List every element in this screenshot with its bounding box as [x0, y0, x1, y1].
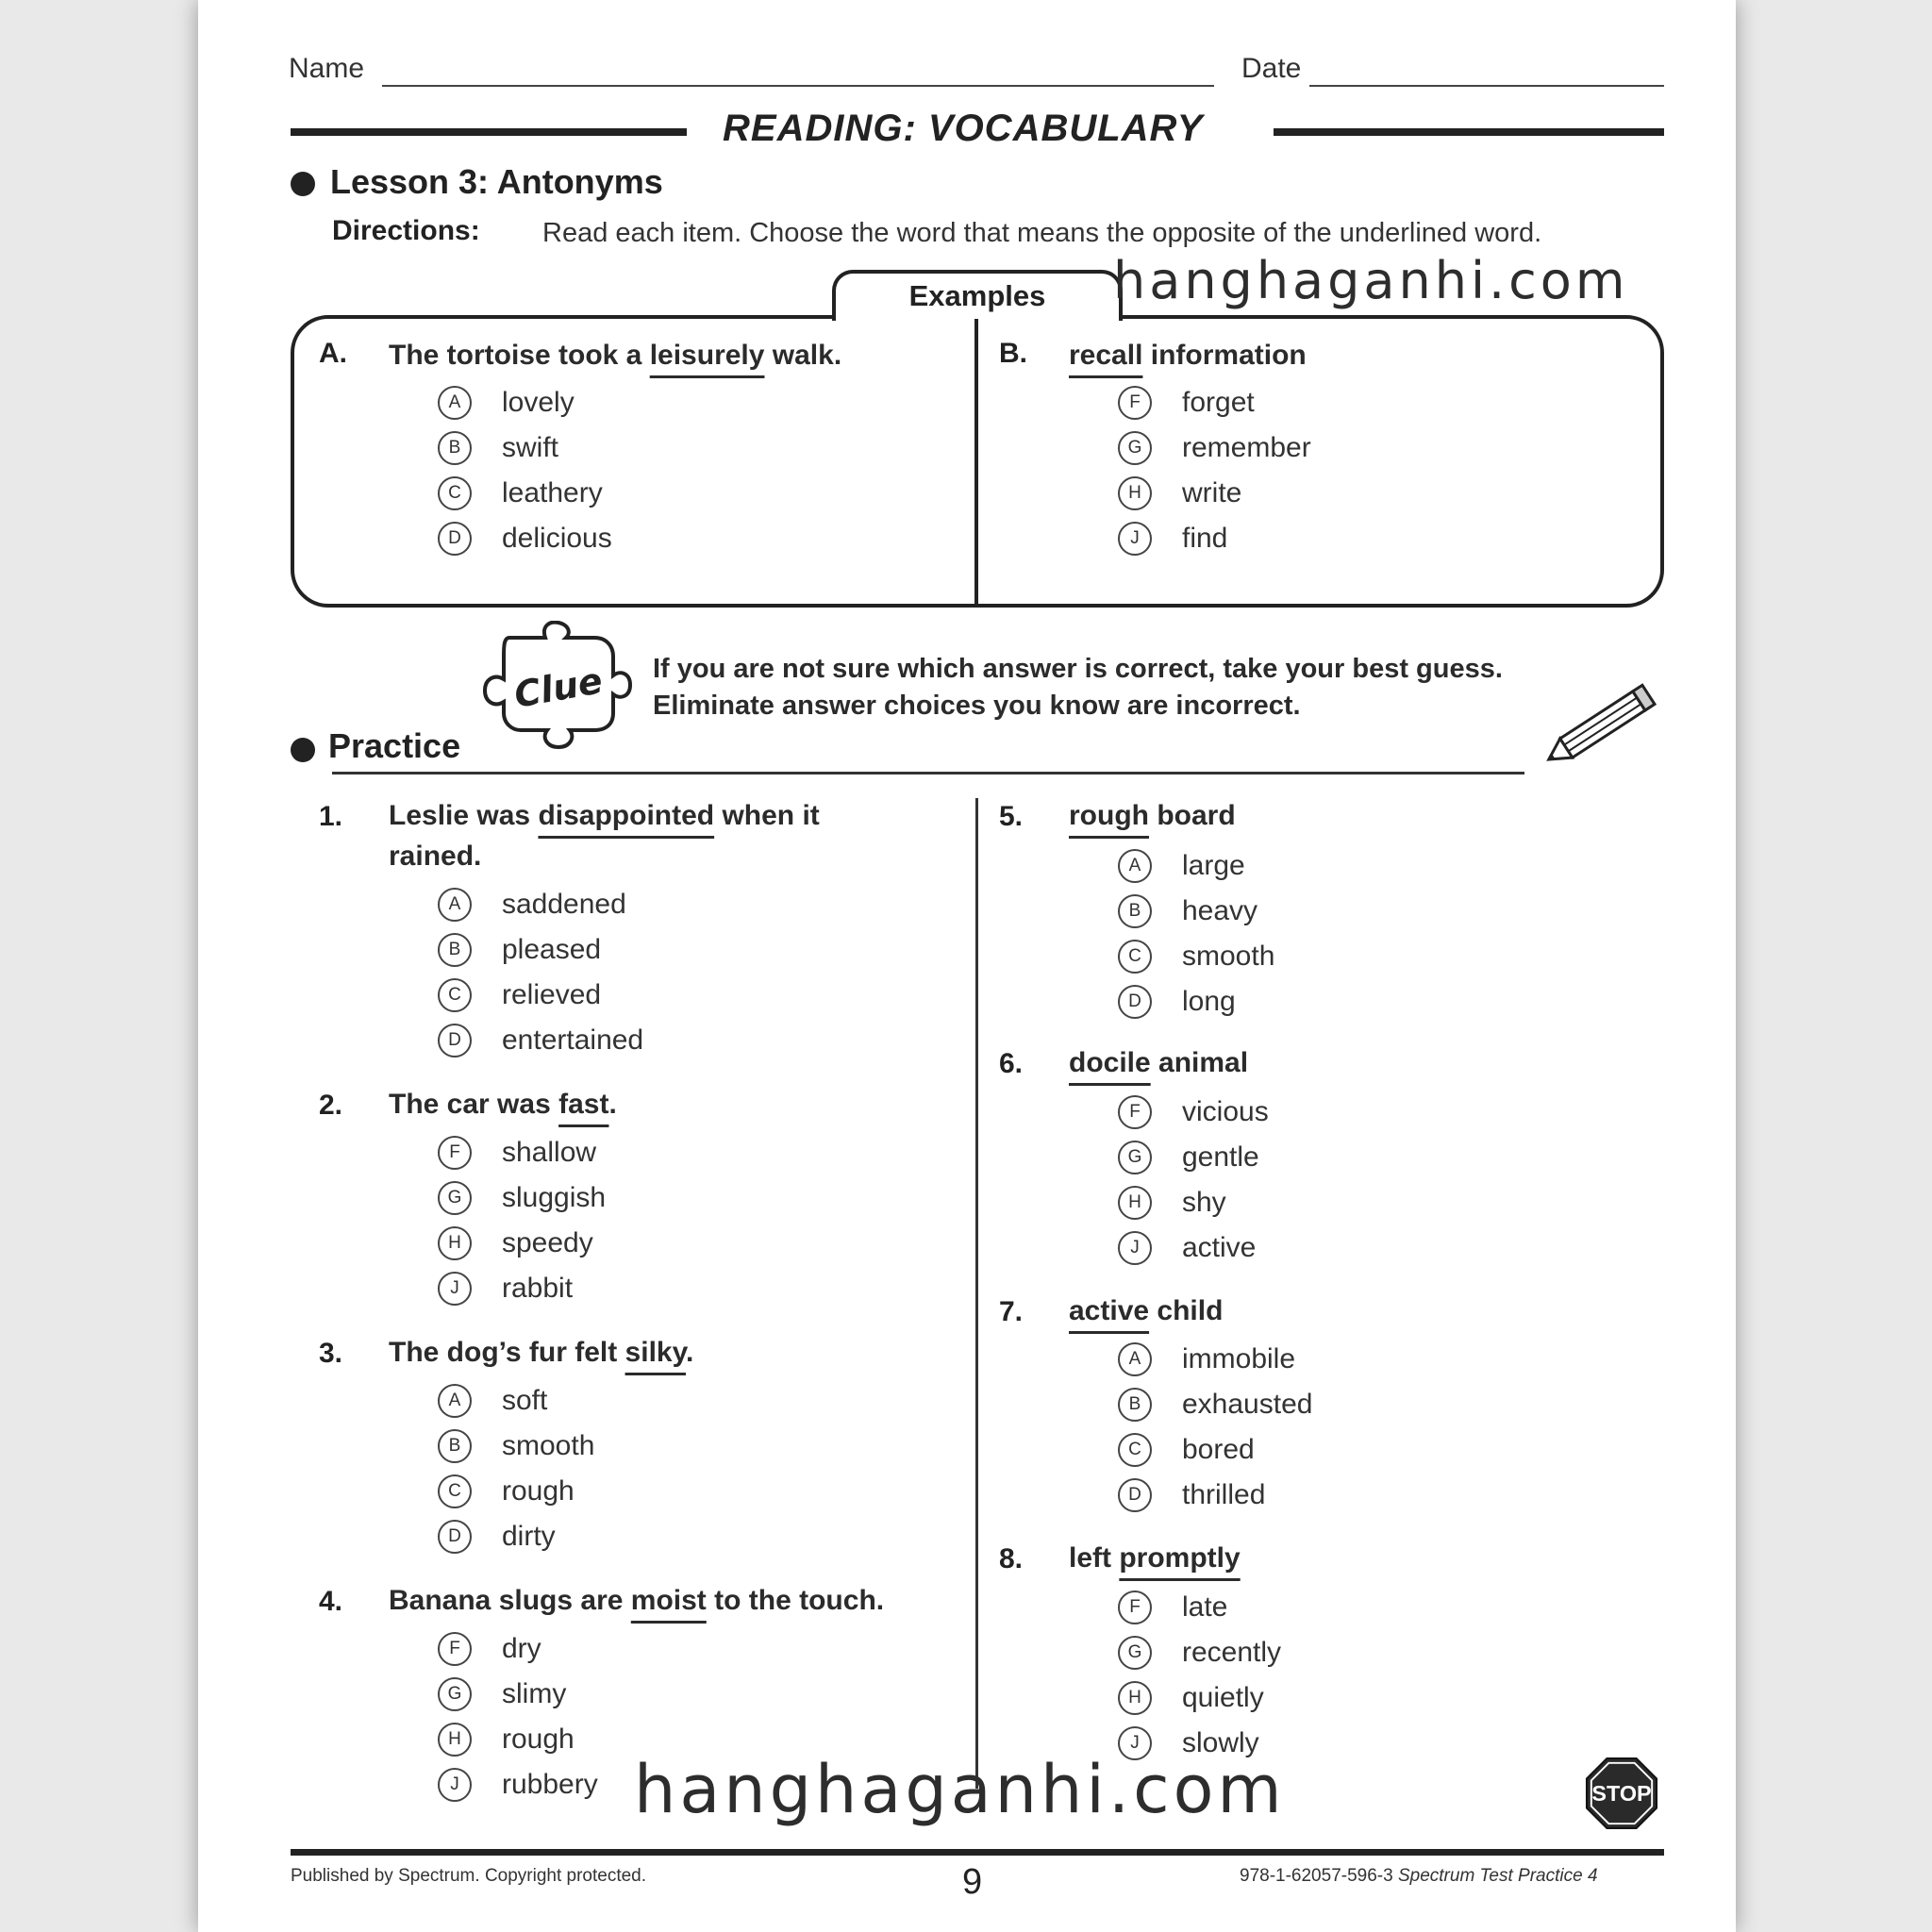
underlined-word: moist: [630, 1585, 707, 1616]
answer-option[interactable]: [1118, 1630, 1281, 1675]
question-1-prompt: [389, 795, 917, 876]
answer-option[interactable]: [438, 1762, 598, 1807]
answer-bubble[interactable]: B: [1118, 1388, 1152, 1422]
example-b-question: [1069, 335, 1307, 375]
answer-option[interactable]: [438, 1469, 594, 1514]
answer-option[interactable]: [1118, 1180, 1269, 1225]
lesson-bullet: [291, 172, 315, 196]
answer-option[interactable]: [1118, 1427, 1312, 1473]
directions-text: Read each item. Choose the word that means the opposite of the underlined word.: [542, 218, 1542, 248]
question-2-number: 2.: [319, 1090, 343, 1121]
practice-rule: [332, 772, 1524, 774]
question-text-after: walk.: [764, 340, 842, 371]
directions-label: Directions:: [332, 215, 480, 246]
question-4-prompt: [389, 1580, 884, 1621]
watermark-top: hanghaganhi.com: [1113, 251, 1629, 310]
answer-option[interactable]: [1118, 934, 1274, 979]
lesson-heading: Lesson 3: Antonyms: [330, 162, 663, 201]
answer-bubble[interactable]: J: [1118, 1726, 1152, 1760]
answer-option[interactable]: [1118, 889, 1274, 934]
question-3-options: [438, 1378, 594, 1559]
answer-text: shy: [1182, 1187, 1226, 1218]
answer-bubble[interactable]: A: [438, 386, 472, 420]
answer-text: saddened: [502, 889, 626, 920]
example-b-options: [1118, 380, 1311, 561]
example-a-letter: A.: [319, 338, 347, 369]
answer-text: gentle: [1182, 1141, 1259, 1173]
underlined-word: promptly: [1119, 1542, 1241, 1574]
question-text-after: animal: [1150, 1047, 1249, 1078]
answer-bubble[interactable]: A: [1118, 1342, 1152, 1376]
question-text-after: to the touch.: [706, 1585, 885, 1616]
question-text-before: left: [1069, 1542, 1120, 1574]
answer-bubble[interactable]: H: [438, 1226, 472, 1260]
answer-text: lovely: [502, 387, 575, 418]
answer-text: recently: [1182, 1637, 1282, 1668]
date-line: [1309, 85, 1664, 87]
clue-line-1: If you are not sure which answer is correct, take your best guess.: [653, 654, 1503, 684]
answer-option[interactable]: [438, 425, 612, 471]
answer-text: active: [1182, 1232, 1257, 1263]
answer-bubble[interactable]: D: [438, 1024, 472, 1058]
answer-bubble[interactable]: C: [438, 1474, 472, 1508]
answer-text: smooth: [1182, 941, 1275, 972]
answer-text: exhausted: [1182, 1389, 1313, 1420]
answer-option[interactable]: [1118, 843, 1274, 889]
examples-tab: Examples: [832, 270, 1123, 321]
answer-bubble[interactable]: B: [438, 431, 472, 465]
practice-heading: Practice: [328, 726, 461, 765]
question-8-options: [1118, 1585, 1281, 1766]
answer-bubble[interactable]: D: [1118, 1478, 1152, 1512]
answer-text: quietly: [1182, 1682, 1264, 1713]
answer-text: immobile: [1182, 1343, 1296, 1374]
answer-text: slowly: [1182, 1727, 1259, 1758]
footer-publisher: Published by Spectrum. Copyright protected.: [291, 1866, 647, 1886]
question-5-prompt: [1069, 795, 1236, 836]
answer-bubble[interactable]: C: [1118, 940, 1152, 974]
question-text-after: child: [1149, 1295, 1224, 1326]
question-5-number: 5.: [999, 801, 1024, 832]
name-line: [382, 85, 1214, 87]
answer-option[interactable]: [438, 1175, 606, 1221]
underlined-word: rough: [1069, 800, 1149, 831]
answer-bubble[interactable]: F: [1118, 1095, 1152, 1129]
question-text-after: .: [608, 1089, 617, 1120]
answer-bubble[interactable]: F: [438, 1632, 472, 1666]
question-text-after: .: [686, 1337, 694, 1368]
answer-text: relieved: [502, 979, 602, 1010]
answer-option[interactable]: [1118, 1585, 1281, 1630]
example-a-options: [438, 380, 612, 561]
answer-text: leathery: [502, 477, 603, 508]
answer-bubble[interactable]: A: [1118, 849, 1152, 883]
answer-option[interactable]: [1118, 1090, 1269, 1135]
answer-text: swift: [502, 432, 558, 463]
answer-option[interactable]: [438, 1266, 606, 1311]
answer-bubble[interactable]: J: [1118, 1231, 1152, 1265]
answer-text: remember: [1182, 432, 1311, 463]
practice-bullet: [291, 738, 315, 762]
underlined-word: fast: [558, 1089, 609, 1120]
footer-isbn: 978-1-62057-596-3: [1240, 1866, 1393, 1886]
answer-text: thrilled: [1182, 1479, 1266, 1510]
answer-text: smooth: [502, 1430, 595, 1461]
footer-book-title: Spectrum Test Practice 4: [1397, 1866, 1598, 1886]
answer-text: find: [1182, 523, 1228, 554]
practice-column-divider: [975, 798, 978, 1789]
answer-text: write: [1182, 477, 1242, 508]
answer-option[interactable]: [438, 882, 643, 927]
underlined-word: silky: [625, 1337, 687, 1368]
answer-bubble[interactable]: D: [1118, 985, 1152, 1019]
answer-bubble[interactable]: F: [1118, 1591, 1152, 1624]
answer-bubble[interactable]: G: [1118, 1636, 1152, 1670]
stop-sign-text: STOP: [1591, 1780, 1652, 1806]
answer-text: vicious: [1182, 1096, 1269, 1127]
answer-bubble[interactable]: G: [438, 1677, 472, 1711]
answer-text: rough: [502, 1724, 575, 1755]
answer-option[interactable]: [438, 1018, 643, 1063]
answer-text: forget: [1182, 387, 1255, 418]
answer-text: soft: [502, 1385, 548, 1416]
question-7-prompt: [1069, 1291, 1223, 1331]
answer-text: shallow: [502, 1137, 597, 1168]
answer-bubble[interactable]: B: [438, 1429, 472, 1463]
answer-bubble[interactable]: J: [438, 1768, 472, 1802]
name-label: Name: [289, 53, 365, 84]
question-4-options: [438, 1626, 598, 1807]
footer-book-info: [1240, 1866, 1598, 1887]
example-a-question: [389, 335, 841, 375]
answer-bubble[interactable]: C: [1118, 1433, 1152, 1467]
answer-bubble[interactable]: J: [438, 1272, 472, 1306]
answer-text: speedy: [502, 1227, 593, 1258]
answer-option[interactable]: [1118, 380, 1311, 425]
question-1-number: 1.: [319, 801, 343, 832]
answer-option[interactable]: [438, 516, 612, 561]
clue-badge-text: Clue: [510, 659, 606, 716]
answer-text: entertained: [502, 1024, 644, 1056]
answer-bubble[interactable]: G: [1118, 431, 1152, 465]
answer-text: bored: [1182, 1434, 1255, 1465]
answer-option[interactable]: [1118, 516, 1311, 561]
question-3-prompt: [389, 1332, 693, 1373]
question-text-before: The tortoise took a: [389, 340, 650, 371]
answer-bubble[interactable]: D: [438, 522, 472, 556]
answer-option[interactable]: [1118, 1382, 1312, 1427]
answer-text: dry: [502, 1633, 541, 1664]
answer-bubble[interactable]: G: [438, 1181, 472, 1215]
underlined-word: disappointed: [538, 800, 715, 831]
date-label: Date: [1241, 53, 1302, 84]
answer-text: heavy: [1182, 895, 1258, 926]
answer-option[interactable]: [1118, 1337, 1312, 1382]
examples-divider: [974, 319, 978, 604]
answer-bubble[interactable]: H: [1118, 1186, 1152, 1220]
answer-bubble[interactable]: H: [1118, 1681, 1152, 1715]
answer-bubble[interactable]: H: [1118, 476, 1152, 510]
answer-option[interactable]: [438, 1130, 606, 1175]
page-number: 9: [962, 1862, 983, 1902]
question-6-options: [1118, 1090, 1269, 1271]
question-3-number: 3.: [319, 1338, 343, 1369]
answer-text: dirty: [502, 1521, 556, 1552]
title-bar-left: [291, 128, 687, 136]
title-bar-right: [1274, 128, 1664, 136]
answer-option[interactable]: [1118, 1225, 1269, 1271]
page-title: READING: VOCABULARY: [723, 108, 1204, 149]
underlined-word: leisurely: [649, 340, 765, 371]
answer-option[interactable]: [438, 471, 612, 516]
question-text-after: when it rained.: [389, 800, 820, 872]
question-6-prompt: [1069, 1042, 1248, 1083]
answer-bubble[interactable]: H: [438, 1723, 472, 1757]
question-text-before: Banana slugs are: [389, 1585, 631, 1616]
answer-text: rabbit: [502, 1273, 574, 1304]
question-text-after: board: [1148, 800, 1236, 831]
example-b-letter: B.: [999, 338, 1027, 369]
pencil-icon: [1534, 675, 1666, 779]
answer-option[interactable]: [1118, 1675, 1281, 1721]
answer-option[interactable]: [1118, 471, 1311, 516]
question-text-before: The car was: [389, 1089, 559, 1120]
answer-option[interactable]: [438, 1626, 598, 1672]
answer-text: late: [1182, 1591, 1228, 1623]
answer-option[interactable]: [1118, 1473, 1312, 1518]
stop-sign-icon: [1585, 1757, 1658, 1830]
answer-bubble[interactable]: J: [1118, 522, 1152, 556]
underlined-word: docile: [1069, 1047, 1151, 1078]
answer-bubble[interactable]: C: [438, 978, 472, 1012]
answer-bubble[interactable]: A: [438, 888, 472, 922]
question-text-after: information: [1142, 340, 1307, 371]
answer-option[interactable]: [438, 1717, 598, 1762]
answer-text: sluggish: [502, 1182, 607, 1213]
question-1-options: [438, 882, 643, 1063]
answer-option[interactable]: [438, 1378, 594, 1424]
answer-text: pleased: [502, 934, 602, 965]
answer-option[interactable]: [438, 927, 643, 973]
clue-line-2: Eliminate answer choices you know are incorrect.: [653, 691, 1301, 721]
answer-text: long: [1182, 986, 1236, 1017]
underlined-word: recall: [1069, 340, 1143, 371]
answer-text: slimy: [502, 1678, 567, 1709]
answer-text: rough: [502, 1475, 575, 1507]
answer-bubble[interactable]: B: [438, 933, 472, 967]
question-6-number: 6.: [999, 1048, 1024, 1079]
question-7-number: 7.: [999, 1296, 1024, 1327]
footer-rule: [291, 1849, 1664, 1856]
question-8-prompt: [1069, 1538, 1241, 1578]
question-8-number: 8.: [999, 1543, 1024, 1574]
question-7-options: [1118, 1337, 1312, 1518]
answer-bubble[interactable]: A: [438, 1384, 472, 1418]
answer-bubble[interactable]: B: [1118, 894, 1152, 928]
watermark-bottom: hanghaganhi.com: [634, 1751, 1286, 1828]
answer-bubble[interactable]: F: [438, 1136, 472, 1170]
clue-puzzle-icon: [483, 621, 634, 753]
answer-text: delicious: [502, 523, 612, 554]
answer-bubble[interactable]: D: [438, 1520, 472, 1554]
answer-option[interactable]: [438, 380, 612, 425]
answer-option[interactable]: [438, 1424, 594, 1469]
answer-option[interactable]: [438, 973, 643, 1018]
question-5-options: [1118, 843, 1274, 1024]
answer-option[interactable]: [438, 1672, 598, 1717]
answer-option[interactable]: [438, 1514, 594, 1559]
answer-option[interactable]: [438, 1221, 606, 1266]
question-text-before: Leslie was: [389, 800, 539, 831]
answer-text: large: [1182, 850, 1245, 881]
answer-bubble[interactable]: F: [1118, 386, 1152, 420]
question-text-before: The dog’s fur felt: [389, 1337, 625, 1368]
answer-bubble[interactable]: G: [1118, 1141, 1152, 1174]
answer-option[interactable]: [1118, 425, 1311, 471]
question-2-prompt: [389, 1084, 617, 1124]
answer-bubble[interactable]: C: [438, 476, 472, 510]
question-2-options: [438, 1130, 606, 1311]
answer-text: rubbery: [502, 1769, 598, 1800]
answer-option[interactable]: [1118, 979, 1274, 1024]
answer-option[interactable]: [1118, 1135, 1269, 1180]
underlined-word: active: [1069, 1295, 1150, 1326]
question-4-number: 4.: [319, 1586, 343, 1617]
